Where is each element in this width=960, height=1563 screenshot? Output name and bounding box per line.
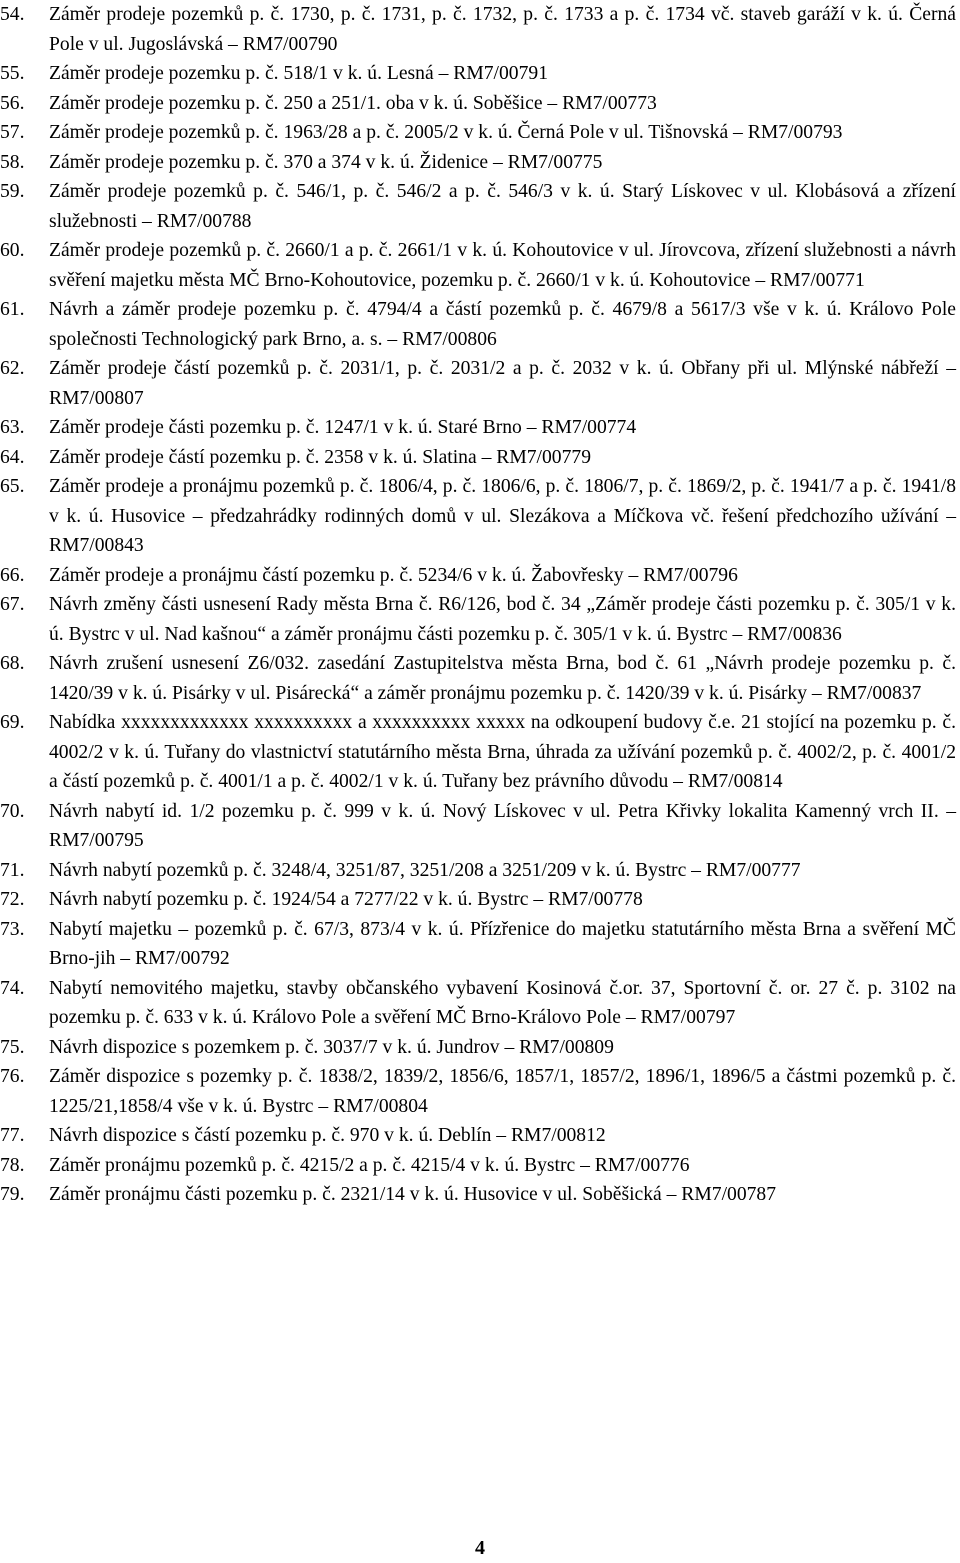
item-number: 76.	[0, 1066, 25, 1087]
item-text: Nabytí majetku – pozemků p. č. 67/3, 873/4 v k. ú. Přízřenice do majetku statutárního města Brna a svěření MČ Brno-jih – RM7/00792	[49, 918, 956, 969]
item-number: 70.	[0, 800, 25, 822]
item-number: 67.	[0, 594, 25, 615]
item-number: 63.	[0, 417, 25, 438]
item-text: Návrh dispozice s pozemkem p. č. 3037/7 v k. ú. Jundrov – RM7/00809	[49, 1036, 614, 1058]
list-item	[0, 1033, 960, 1063]
list-item	[0, 1151, 960, 1181]
list-item	[0, 590, 960, 649]
item-text: Záměr prodeje pozemků p. č. 1963/28 a p. č. 2005/2 v k. ú. Černá Pole v ul. Tišnovská – RM7/00793	[49, 122, 843, 143]
item-number: 65.	[0, 476, 25, 497]
list-item	[0, 974, 960, 1033]
item-number: 62.	[0, 358, 25, 379]
list-item	[0, 236, 960, 295]
item-text: Záměr prodeje části pozemku p. č. 1247/1 v k. ú. Staré Brno – RM7/00774	[49, 417, 637, 438]
item-number: 58.	[0, 151, 25, 173]
item-text: Záměr prodeje pozemků p. č. 1730, p. č. 1731, p. č. 1732, p. č. 1733 a p. č. 1734 vč. staveb garáží v k. ú. Černá Pole v ul. Jugoslávská – RM7/00790	[49, 4, 956, 55]
item-text: Návrh nabytí id. 1/2 pozemku p. č. 999 v k. ú. Nový Lískovec v ul. Petra Křivky lokalita Kamenný vrch II. – RM7/00795	[49, 800, 956, 851]
item-number: 73.	[0, 918, 25, 940]
list-item	[0, 797, 960, 856]
list-item	[0, 1121, 960, 1151]
item-number: 71.	[0, 859, 25, 881]
item-text: Záměr prodeje a pronájmu pozemků p. č. 1806/4, p. č. 1806/6, p. č. 1806/7, p. č. 1869/2, p. č. 1941/7 a p. č. 1941/8 v k. ú. Husovice – předzahrádky rodinných domů v ul. Slezákova a Míčkova vč. řešení předchozího užívání – RM7/00843	[49, 476, 956, 556]
item-text: Záměr prodeje pozemků p. č. 546/1, p. č. 546/2 a p. č. 546/3 v k. ú. Starý Lískovec v ul. Klobásová a zřízení služebnosti – RM7/00788	[49, 181, 956, 232]
item-text: Nabytí nemovitého majetku, stavby občanského vybavení Kosinová č.or. 37, Sportovní č. or. 27 č. p. 3102 na pozemku p. č. 633 v k. ú. Královo Pole a svěření MČ Brno-Královo Pole – RM7/00797	[49, 977, 956, 1028]
list-item	[0, 295, 960, 354]
list-item	[0, 443, 960, 473]
item-text: Návrh změny části usnesení Rady města Brna č. R6/126, bod č. 34 „Záměr prodeje části pozemku p. č. 305/1 v k. ú. Bystrc v ul. Nad kašnou“ a záměr pronájmu části pozemku p. č. 305/1 v k. ú. Bystrc – RM7/00836	[49, 594, 956, 645]
item-number: 68.	[0, 653, 25, 674]
item-text: Nabídka xxxxxxxxxxxxx xxxxxxxxxx a xxxxxxxxxx xxxxx na odkoupení budovy č.e. 21 stojící na pozemku p. č. 4002/2 v k. ú. Tuřany do vlastnictví statutárního města Brna, úhrada za užívání pozemků p. č. 4002/2, p. č. 4001/2 a částí pozemků p. č. 4001/1 a p. č. 4002/1 v k. ú. Tuřany bez právního důvodu – RM7/00814	[49, 712, 956, 792]
item-number: 59.	[0, 181, 25, 202]
item-text: Záměr prodeje pozemku p. č. 518/1 v k. ú. Lesná – RM7/00791	[49, 63, 548, 84]
item-number: 69.	[0, 712, 25, 733]
list-item	[0, 708, 960, 797]
item-number: 57.	[0, 122, 25, 143]
item-text: Záměr dispozice s pozemky p. č. 1838/2, 1839/2, 1856/6, 1857/1, 1857/2, 1896/1, 1896/5 a částmi pozemků p. č. 1225/21,1858/4 vše v k. ú. Bystrc – RM7/00804	[49, 1066, 956, 1117]
item-text: Záměr prodeje částí pozemků p. č. 2031/1, p. č. 2031/2 a p. č. 2032 v k. ú. Obřany při ul. Mlýnské nábřeží – RM7/00807	[49, 358, 956, 409]
item-number: 64.	[0, 446, 25, 468]
item-text: Záměr prodeje a pronájmu částí pozemku p. č. 5234/6 v k. ú. Žabovřesky – RM7/00796	[49, 564, 738, 586]
item-number: 78.	[0, 1154, 25, 1176]
item-number: 79.	[0, 1184, 25, 1205]
list-item	[0, 0, 960, 59]
list-item	[0, 472, 960, 561]
list-item	[0, 148, 960, 178]
item-text: Návrh nabytí pozemku p. č. 1924/54 a 7277/22 v k. ú. Bystrc – RM7/00778	[49, 889, 643, 910]
item-text: Záměr prodeje pozemku p. č. 370 a 374 v k. ú. Židenice – RM7/00775	[49, 151, 603, 173]
list-item	[0, 177, 960, 236]
item-text: Záměr pronájmu pozemků p. č. 4215/2 a p. č. 4215/4 v k. ú. Bystrc – RM7/00776	[49, 1154, 690, 1176]
list-item	[0, 561, 960, 591]
list-item	[0, 885, 960, 915]
item-number: 61.	[0, 299, 25, 320]
item-text: Záměr prodeje pozemků p. č. 2660/1 a p. č. 2661/1 v k. ú. Kohoutovice v ul. Jírovcova, zřízení služebnosti a návrh svěření majetku města MČ Brno-Kohoutovice, pozemku p. č. 2660/1 v k. ú. Kohoutovice – RM7/00771	[49, 240, 956, 291]
item-number: 75.	[0, 1036, 25, 1058]
item-text: Záměr prodeje částí pozemku p. č. 2358 v k. ú. Slatina – RM7/00779	[49, 446, 591, 468]
item-number: 74.	[0, 977, 25, 999]
item-text: Návrh nabytí pozemků p. č. 3248/4, 3251/87, 3251/208 a 3251/209 v k. ú. Bystrc – RM7/00777	[49, 859, 801, 881]
item-text: Záměr prodeje pozemku p. č. 250 a 251/1. oba v k. ú. Soběšice – RM7/00773	[49, 92, 657, 114]
list-item	[0, 354, 960, 413]
item-number: 55.	[0, 63, 25, 84]
list-item	[0, 413, 960, 443]
item-number: 77.	[0, 1125, 25, 1146]
page-number: 4	[475, 1537, 485, 1559]
list-item	[0, 1180, 960, 1210]
item-text: Návrh a záměr prodeje pozemku p. č. 4794/4 a částí pozemků p. č. 4679/8 a 5617/3 vše v k. ú. Královo Pole společnosti Technologický park Brno, a. s. – RM7/00806	[49, 299, 956, 350]
item-number: 72.	[0, 889, 25, 910]
item-number: 54.	[0, 4, 25, 25]
item-number: 56.	[0, 92, 25, 114]
list-item	[0, 118, 960, 148]
item-number: 66.	[0, 564, 25, 586]
list-item	[0, 59, 960, 89]
list-item	[0, 1062, 960, 1121]
list-item	[0, 89, 960, 119]
list-item	[0, 856, 960, 886]
item-text: Návrh zrušení usnesení Z6/032. zasedání Zastupitelstva města Brna, bod č. 61 „Návrh prodeje pozemku p. č. 1420/39 v k. ú. Pisárky v ul. Pisárecká“ a záměr pronájmu pozemku p. č. 1420/39 v k. ú. Pisárky – RM7/00837	[49, 653, 956, 704]
item-text: Záměr pronájmu části pozemku p. č. 2321/14 v k. ú. Husovice v ul. Soběšická – RM7/00787	[49, 1184, 777, 1205]
item-number: 60.	[0, 240, 25, 261]
list-item	[0, 649, 960, 708]
item-text: Návrh dispozice s částí pozemku p. č. 970 v k. ú. Deblín – RM7/00812	[49, 1125, 606, 1146]
list-item	[0, 915, 960, 974]
